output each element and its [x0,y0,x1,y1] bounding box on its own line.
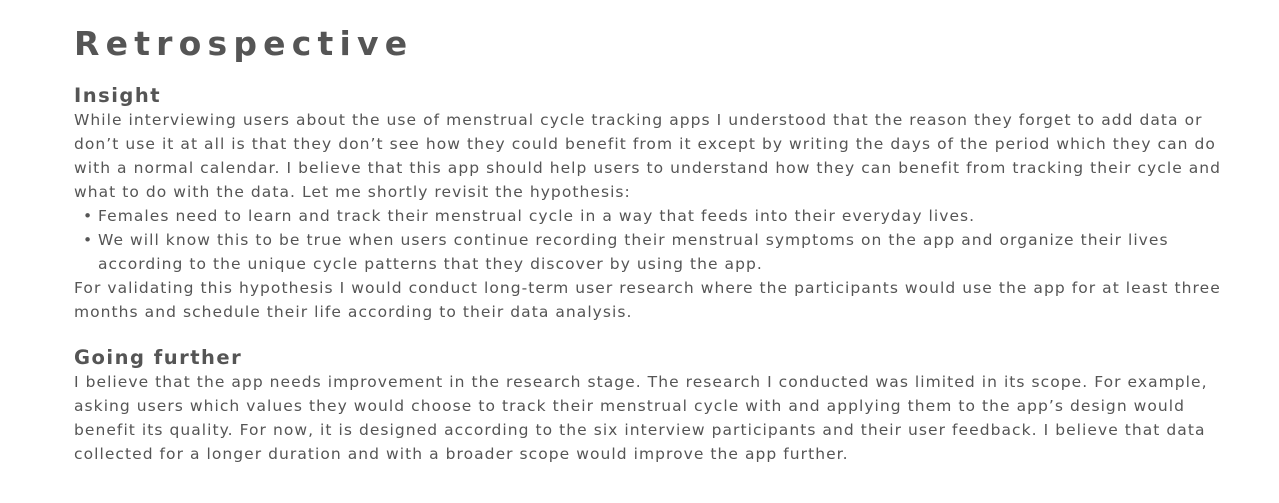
insight-closing-paragraph: For validating this hypothesis I would conduct long-term user research where the participants would use the app for at least three months and schedule their life according to their data analysis. [74,279,1221,321]
hypothesis-list [74,204,1224,276]
insight-heading: Insight [74,84,162,107]
bullet-icon: • [83,231,94,249]
bullet-icon: • [83,207,94,225]
hypothesis-list-item [74,228,1224,276]
insight-intro-paragraph: While interviewing users about the use of menstrual cycle tracking apps I understood that the reason they forget to add data or don’t use it at all is that they don’t see how they could benefit from it except by writing the days of the period which they can do with a normal calendar. I believe that this app should help users to understand how they can benefit from tracking their cycle and what to do with the data. Let me shortly revisit the hypothesis: [74,111,1222,201]
going-further-heading: Going further [74,346,243,369]
retrospective-section [74,24,1224,466]
hypothesis-text: We will know this to be true when users continue recording their menstrual symptoms on the app and organize their lives according to the unique cycle patterns that they discover by using the app. [98,231,1169,273]
hypothesis-list-item [74,204,1224,228]
going-further-paragraph: I believe that the app needs improvement in the research stage. The research I conducted was limited in its scope. For example, asking users which values they would choose to track their menstrual cycle with and applying them to the app’s design would benefit its quality. For now, it is designed according to the six interview participants and their user feedback. I believe that data collected for a longer duration and with a broader scope would improve the app further. [74,373,1208,463]
hypothesis-text: Females need to learn and track their menstrual cycle in a way that feeds into their everyday lives. [98,207,976,225]
page-title: Retrospective [74,24,414,63]
